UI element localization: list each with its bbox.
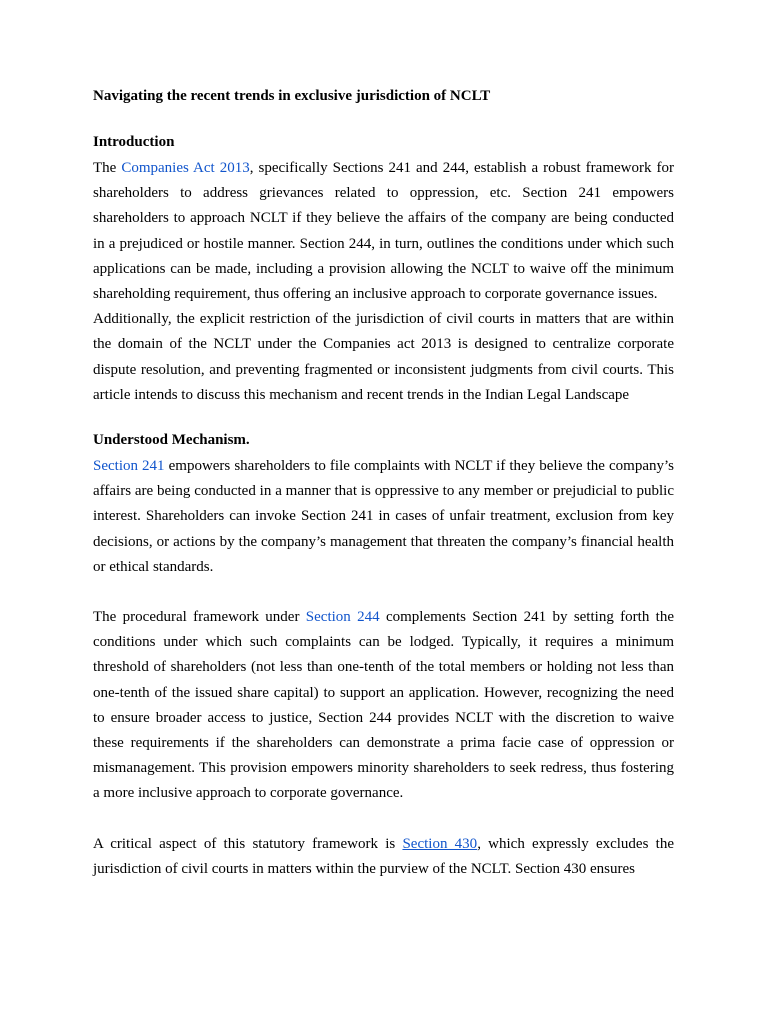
companies-act-2013-link[interactable]: Companies Act 2013 (121, 160, 250, 176)
intro-paragraph-2: Additionally, the explicit restriction of the jurisdiction of civil courts in matters that are within the domain of the NCLT under the Companies act 2013 is designed to centralize corporate dispute resolution, and preventing fragmented or inconsistent judgments from civil courts. This article intends to discuss this mechanism and recent trends in the Indian Legal Landscape (93, 311, 674, 403)
mechanism-paragraph-1 (93, 454, 674, 580)
mechanism-paragraph-3 (93, 832, 674, 882)
mechanism-p2-text-start: The procedural framework under (93, 609, 306, 626)
document-page (93, 86, 674, 882)
section-244-link[interactable]: Section 244 (305, 609, 380, 626)
document-title: Navigating the recent trends in exclusive jurisdiction of NCLT (93, 88, 491, 104)
mechanism-paragraph-2 (93, 605, 674, 807)
mechanism-p3-text-start: A critical aspect of this statutory framework is (93, 835, 403, 852)
mechanism-p2-text-end: complements Section 241 by setting forth the conditions under which such complaints can be lodged. Typically, it requires a minimum threshold of shareholders (not less than one-tenth of the total members or holding not less than one-tenth of the issued share capital) to support an application. However, recognizing the need to ensure broader access to justice, Section 244 provides NCLT with the discretion to waive these requirements if the shareholders can demonstrate a prima facie case of oppression or mismanagement. This provision empowers minority shareholders to seek redress, thus fostering a more inclusive approach to corporate governance. (93, 609, 674, 802)
intro-p1-text-start: The (93, 160, 122, 176)
intro-paragraph-1 (93, 156, 674, 307)
mechanism-p1-text: empowers shareholders to file complaints with NCLT if they believe the company’s affairs are being conducted in a manner that is oppressive to any member or prejudicial to public interest. Shareholders can invoke Section 241 in cases of unfair treatment, exclusion from key decisions, or actions by the company’s management that threaten the company’s financial health or ethical standards. (93, 458, 674, 575)
mechanism-heading: Understood Mechanism. (93, 432, 250, 449)
intro-p1-text-end: , specifically Sections 241 and 244, establish a robust framework for shareholders to address grievances related to oppression, etc. Section 241 empowers shareholders to approach NCLT if they believe the affairs of the company are being conducted in a prejudiced or hostile manner. Section 244, in turn, outlines the conditions under which such applications can be made, including a provision allowing the NCLT to waive off the minimum shareholding requirement, thus offering an inclusive approach to corporate governance issues. (93, 160, 674, 303)
introduction-heading: Introduction (93, 134, 175, 150)
section-430-link[interactable]: Section 430 (402, 835, 478, 852)
section-241-link[interactable]: Section 241 (93, 458, 165, 475)
mechanism-p3-text-end: , which expressly excludes the jurisdiction of civil courts in matters within the purview of the NCLT. Section 430 ensures (93, 835, 674, 877)
